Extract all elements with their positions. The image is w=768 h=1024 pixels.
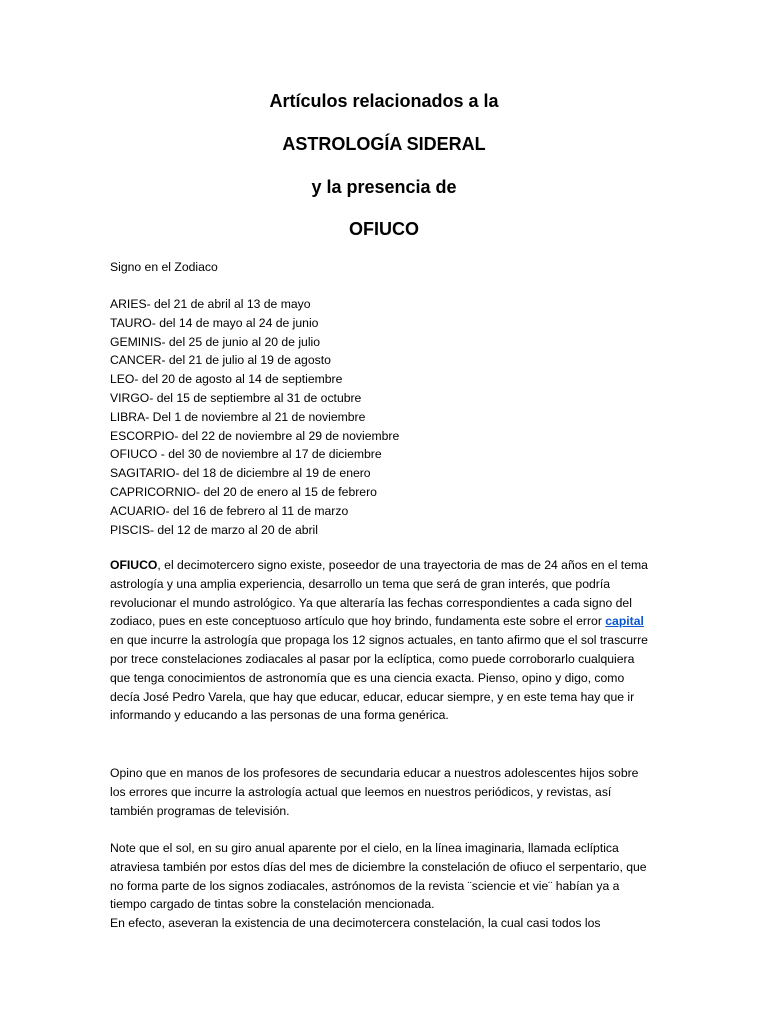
sign-item-virgo: VIRGO- del 15 de septiembre al 31 de octubre bbox=[110, 390, 362, 405]
paragraph-decimotercera: En efecto, aseveran la existencia de una decimotercera constelación, la cual casi todos los bbox=[110, 916, 601, 930]
title-line-2: ASTROLOGÍA SIDERAL bbox=[282, 134, 486, 154]
sign-item-libra: LIBRA- Del 1 de noviembre al 21 de noviembre bbox=[110, 409, 366, 424]
title-line-1: Artículos relacionados a la bbox=[269, 91, 499, 111]
capital-link[interactable]: capital bbox=[605, 614, 644, 629]
sign-item-cancer: CANCER- del 21 de julio al 19 de agosto bbox=[110, 353, 331, 368]
sign-item-tauro: TAURO- del 14 de mayo al 24 de junio bbox=[110, 315, 319, 330]
sign-item-capricornio: CAPRICORNIO- del 20 de enero al 15 de febrero bbox=[110, 484, 377, 499]
sign-item-geminis: GEMINIS- del 25 de junio al 20 de julio bbox=[110, 334, 321, 349]
sign-item-escorpio: ESCORPIO- del 22 de noviembre al 29 de noviembre bbox=[110, 428, 400, 443]
title-line-3: y la presencia de bbox=[311, 177, 457, 197]
sign-item-leo: LEO- del 20 de agosto al 14 de septiembre bbox=[110, 372, 343, 387]
sign-item-ofiuco: OFIUCO - del 30 de noviembre al 17 de diciembre bbox=[110, 447, 382, 462]
paragraph-ofiuco-intro bbox=[110, 556, 650, 725]
sign-item-aries: ARIES- del 21 de abril al 13 de mayo bbox=[110, 297, 311, 311]
sign-item-piscis: PISCIS- del 12 de marzo al 20 de abril bbox=[110, 522, 318, 537]
paragraph-text-after-link: en que incurre la astrología que propaga los 12 signos actuales, en tanto afirmo que el sol trascurre por trece constelaciones zodiacales al pasar por la eclíptica, como puede corroborarlo cualquiera que tenga conocimientos de astronomía que es una ciencia exacta. Pienso, opino y digo, como decía José Pedro Varela, que hay que educar, educar, educar siempre, y en este tema hay que ir informando y educando a las personas de una forma genérica. bbox=[110, 633, 648, 723]
zodiac-subheading: Signo en el Zodiaco bbox=[110, 260, 218, 274]
title-line-4: OFIUCO bbox=[349, 219, 419, 239]
paragraph-secundaria: Opino que en manos de los profesores de secundaria educar a nuestros adolescentes hijos sobre los errores que incurre la astrología actual que leemos en nuestros periódicos, y revistas, así también programas de televisión. bbox=[110, 766, 639, 818]
sign-item-sagitario: SAGITARIO- del 18 de diciembre al 19 de enero bbox=[110, 466, 371, 481]
paragraph-eclipitica: Note que el sol, en su giro anual aparente por el cielo, en la línea imaginaria, llamada eclíptica atraviesa también por estos días del mes de diciembre la constelación de ofiuco el serpentario, que no forma parte de los signos zodiacales, astrónomos de la revista ¨sciencie et vie¨ habían ya a tiempo cargado de tintas sobre la constelación mencionada. bbox=[110, 841, 647, 912]
sign-item-acuario: ACUARIO- del 16 de febrero al 11 de marzo bbox=[110, 503, 349, 518]
paragraph-lead-ofiuco: OFIUCO bbox=[110, 558, 158, 572]
zodiac-sign-list bbox=[110, 295, 399, 539]
paragraph-text-before-link: , el decimotercero signo existe, poseedor de una trayectoria de mas de 24 años en el tema astrología y una amplia experiencia, desarrollo un tema que será de gran interés, que podría revolucionar el mundo astrológico. Ya que alteraría las fechas correspondientes a cada signo del zodiaco, pues en este conceptuoso artículo que hoy brindo, fundamenta este sobre el error bbox=[110, 558, 648, 629]
